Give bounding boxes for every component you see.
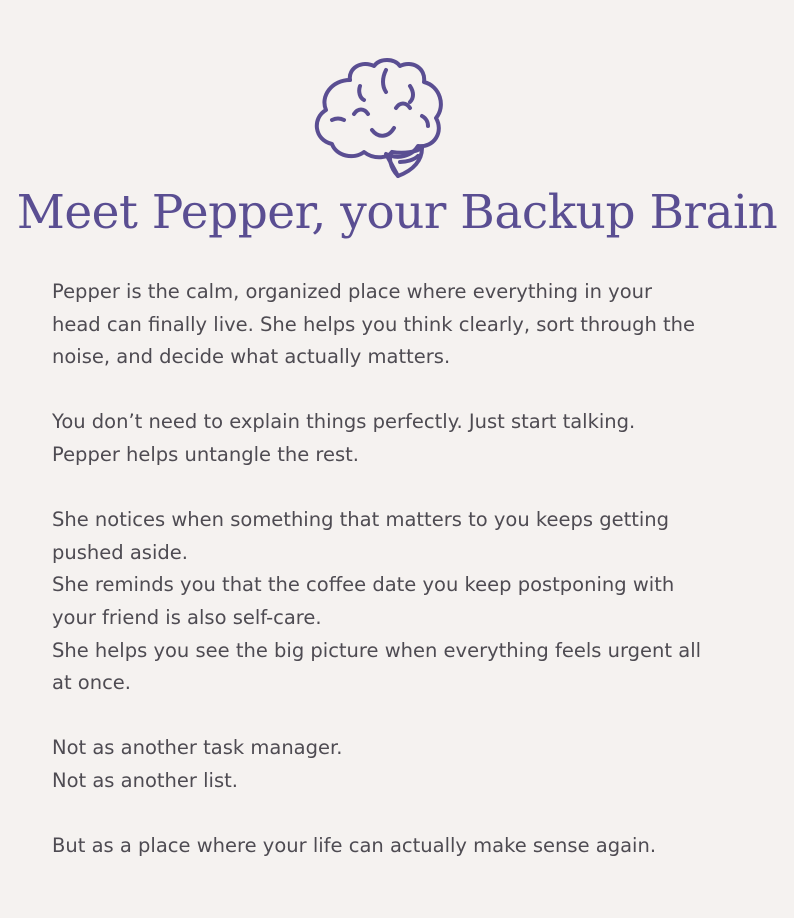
page-title: Meet Pepper, your Backup Brain xyxy=(16,185,778,240)
text-line: Pepper is the calm, organized place where everything in your xyxy=(52,280,653,303)
text-line: She reminds you that the coffee date you keep postponing with xyxy=(52,573,675,597)
paragraph-just-start-talking xyxy=(52,406,762,471)
text-line: She helps you see the big picture when everything feels urgent all xyxy=(52,638,702,662)
text-line: But as a place where your life can actually make sense again. xyxy=(52,834,657,858)
text-line: Pepper helps untangle the rest. xyxy=(52,442,359,466)
text-line: She notices when something that matters to you keeps getting xyxy=(52,508,670,532)
text-line: pushed aside. xyxy=(52,540,188,564)
text-line: Not as another task manager. xyxy=(52,736,343,760)
smiling-brain-icon xyxy=(302,56,462,182)
text-line: noise, and decide what actually matters. xyxy=(52,345,451,369)
text-line: at once. xyxy=(52,671,131,695)
paragraph-not-as xyxy=(52,732,762,797)
paragraph-she-notices xyxy=(52,504,762,700)
paragraph-intro xyxy=(52,276,762,374)
text-line: You don’t need to explain things perfectly. Just start talking. xyxy=(52,410,636,434)
text-line: Not as another list. xyxy=(52,768,238,792)
text-line: head can finally live. She helps you think clearly, sort through the xyxy=(52,312,696,336)
text-line: your friend is also self-care. xyxy=(52,605,322,629)
description-body xyxy=(52,276,762,895)
paragraph-closing xyxy=(52,830,762,863)
